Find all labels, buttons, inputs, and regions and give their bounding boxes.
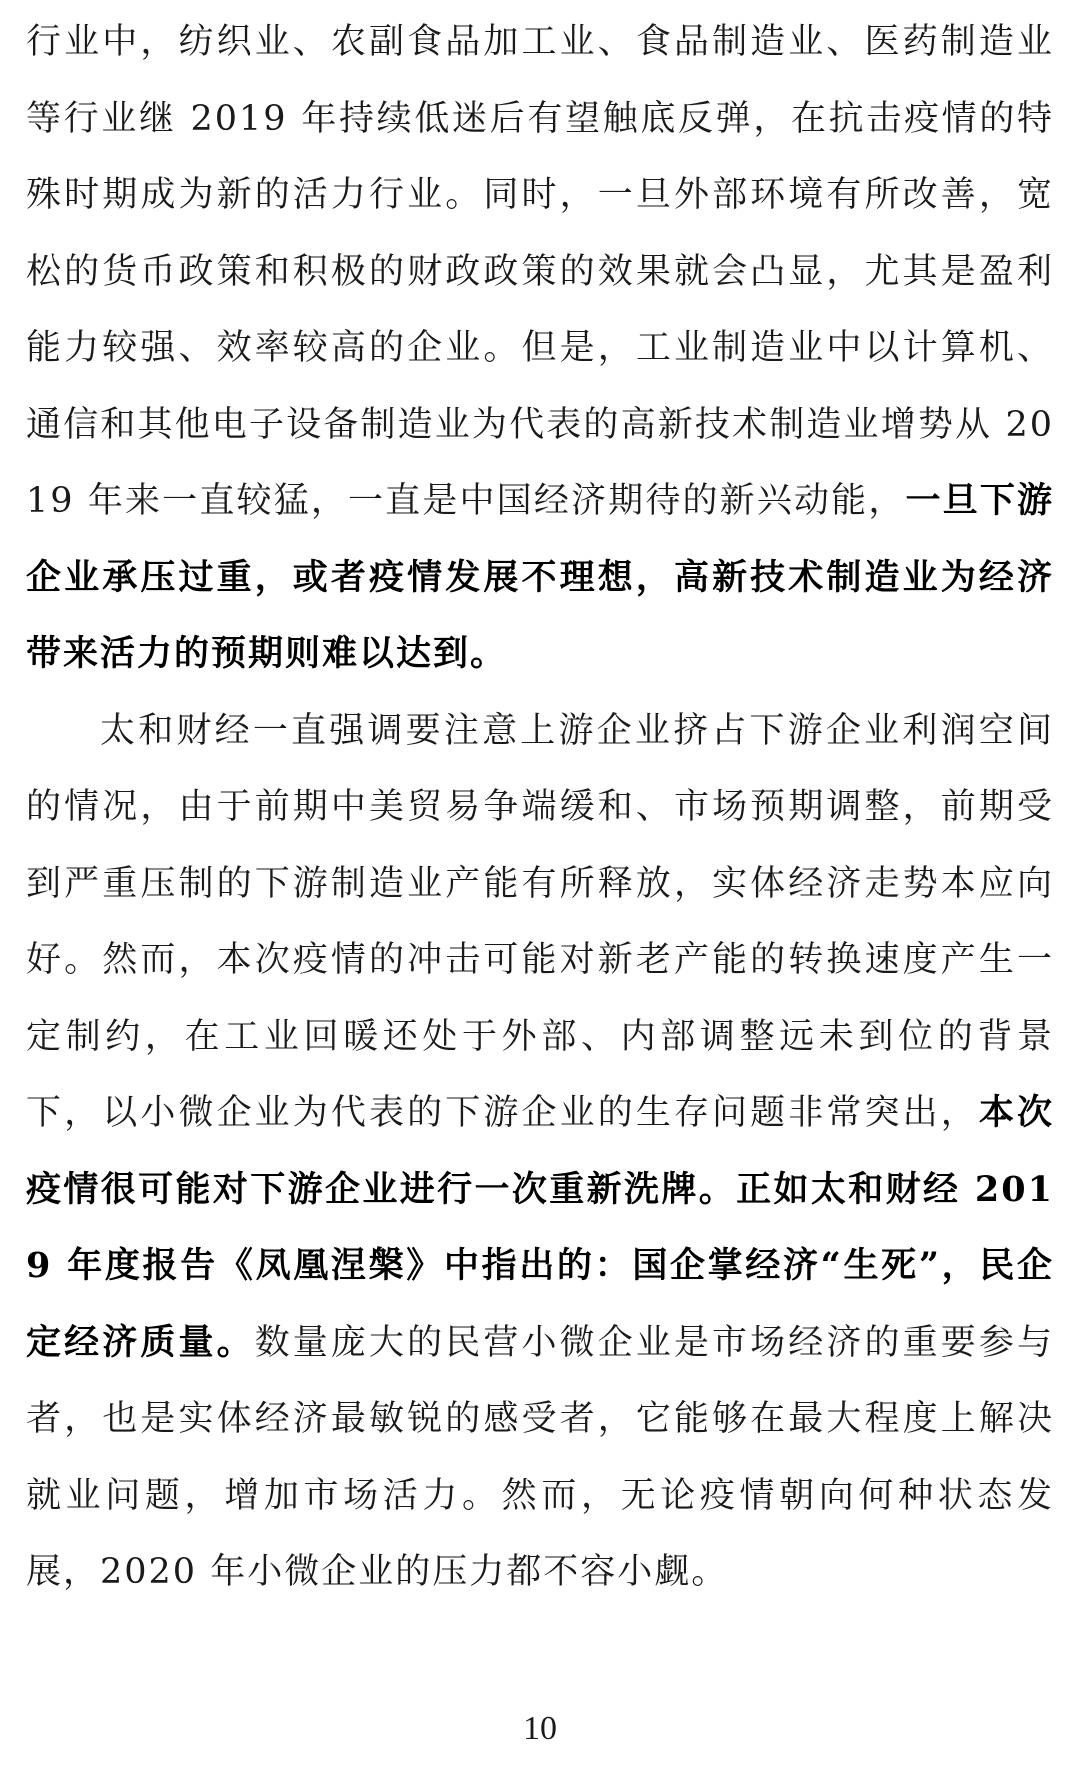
paragraph-2: [26, 693, 1054, 1611]
paragraph-1: [26, 4, 1054, 693]
paragraph-2-text-end: 数量庞大的民营小微企业是市场经济的重要参与者，也是实体经济最敏锐的感受者，它能够在最大程度上解决就业问题，增加市场活力。然而，无论疫情朝向何种状态发展，2020 年小微企业的压力都不容小觑。: [26, 1322, 1054, 1592]
paragraph-2-bold-text: 本次疫情很可能对下游企业进行一次重新洗牌。正如太和财经 2019 年度报告《凤凰涅槃》中指出的：国企掌经济“生死”，民企定经济质量。: [26, 1092, 1054, 1363]
document-body: [26, 4, 1054, 1611]
paragraph-2-text-start: 太和财经一直强调要注意上游企业挤占下游企业利润空间的情况，由于前期中美贸易争端缓和、市场预期调整，前期受到严重压制的下游制造业产能有所释放，实体经济走势本应向好。然而，本次疫情的冲击可能对新老产能的转换速度产生一定制约，在工业回暖还处于外部、内部调整远未到位的背景下，以小微企业为代表的下游企业的生存问题非常突出，: [26, 710, 1054, 1133]
page-number: 10: [523, 1710, 557, 1747]
paragraph-1-text: 行业中，纺织业、农副食品加工业、食品制造业、医药制造业等行业继 2019 年持续低迷后有望触底反弹，在抗击疫情的特殊时期成为新的活力行业。同时，一旦外部环境有所改善，宽松的货币政策和积极的财政政策的效果就会凸显，尤其是盈利能力较强、效率较高的企业。但是，工业制造业中以计算机、通信和其他电子设备制造业为代表的高新技术制造业增势从 2019 年来一直较猛，一直是中国经济期待的新兴动能，: [26, 22, 1054, 521]
paragraph-1-bold-text: 一旦下游企业承压过重，或者疫情发展不理想，高新技术制造业为经济带来活力的预期则难以达到。: [26, 480, 1054, 674]
